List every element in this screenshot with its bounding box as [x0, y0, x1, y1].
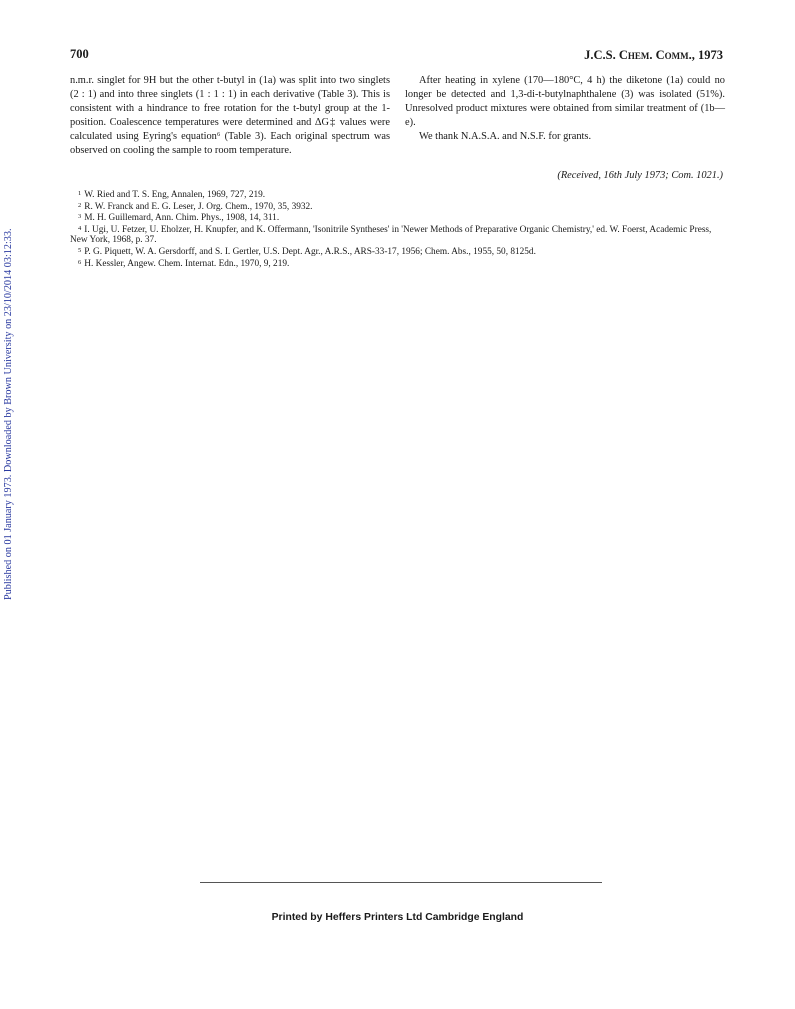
reference-item — [70, 212, 725, 224]
body-paragraph: n.m.r. singlet for 9H but the other t-butyl in (1a) was split into two singlets (2 : 1) and into three singlets (1 : 1 : 1) in each derivative (Table 3). This is consistent with a hindrance to free rotation for the t-butyl group at the 1-position. Coalescence temperatures were determined and ΔG‡ values were calculated using Eyring's equation⁶ (Table 3). Each original spectrum was observed on cooling the sample to room temperature. — [70, 75, 390, 157]
reference-text: H. Kessler, Angew. Chem. Internat. Edn., 1970, 9, 219. — [84, 258, 290, 269]
received-date-line — [557, 170, 723, 181]
references-list — [70, 189, 725, 269]
reference-item — [70, 201, 725, 213]
reference-number: 1 — [78, 190, 82, 197]
journal-year: 1973 — [698, 48, 723, 62]
journal-prefix: J.C.S. — [584, 48, 616, 62]
received-text: (Received, 16th July 1973; Com. 1021.) — [557, 170, 723, 181]
body-paragraph: After heating in xylene (170—180°C, 4 h) the diketone (1a) could no longer be detected and 1,3-di-t-butylnaphthalene (3) was isolated (51%). Unresolved product mixtures were obtained from similar treatment of (1b—e). — [405, 75, 725, 129]
reference-text: R. W. Franck and E. G. Leser, J. Org. Chem., 1970, 35, 3932. — [84, 201, 313, 212]
running-head — [584, 48, 723, 63]
left-column — [70, 74, 390, 159]
reference-item — [70, 258, 725, 270]
reference-item — [70, 224, 725, 246]
provenance-text: Published on 01 January 1973. Downloaded by Brown University on 23/10/2014 03:12:33. — [3, 228, 14, 600]
download-provenance-notice — [3, 80, 17, 620]
reference-text: M. H. Guillemard, Ann. Chim. Phys., 1908, 14, 311. — [84, 213, 280, 224]
reference-number: 2 — [78, 201, 82, 209]
reference-text: P. G. Piquett, W. A. Gersdorff, and S. I. Gertler, U.S. Dept. Agr., A.R.S., ARS-33-17, 1956; Chem. Abs., 1955, 50, 8125d. — [84, 246, 536, 257]
page-number: 700 — [70, 47, 89, 61]
reference-number: 4 — [78, 224, 82, 232]
reference-text: W. Ried and T. S. Eng, Annalen, 1969, 727, 219. — [84, 190, 266, 200]
footer-divider — [200, 882, 602, 883]
acknowledgement: We thank N.A.S.A. and N.S.F. for grants. — [419, 131, 592, 143]
reference-number: 5 — [78, 246, 82, 254]
right-column — [405, 74, 725, 144]
reference-number: 6 — [78, 258, 82, 266]
printer-imprint: Printed by Heffers Printers Ltd Cambridge England — [271, 912, 524, 923]
reference-item — [70, 246, 725, 258]
reference-number: 3 — [78, 213, 82, 221]
journal-name: Chem. Comm., — [618, 48, 695, 62]
reference-text: I. Ugi, U. Fetzer, U. Eholzer, H. Knupfer, and K. Offermann, 'Isonitrile Syntheses' in 'Newer Methods of Preparative Organic Chemistry,' ed. W. Foerst, Academic Press, New York, 1968, p. 37. — [70, 224, 712, 246]
reference-item — [70, 189, 725, 201]
